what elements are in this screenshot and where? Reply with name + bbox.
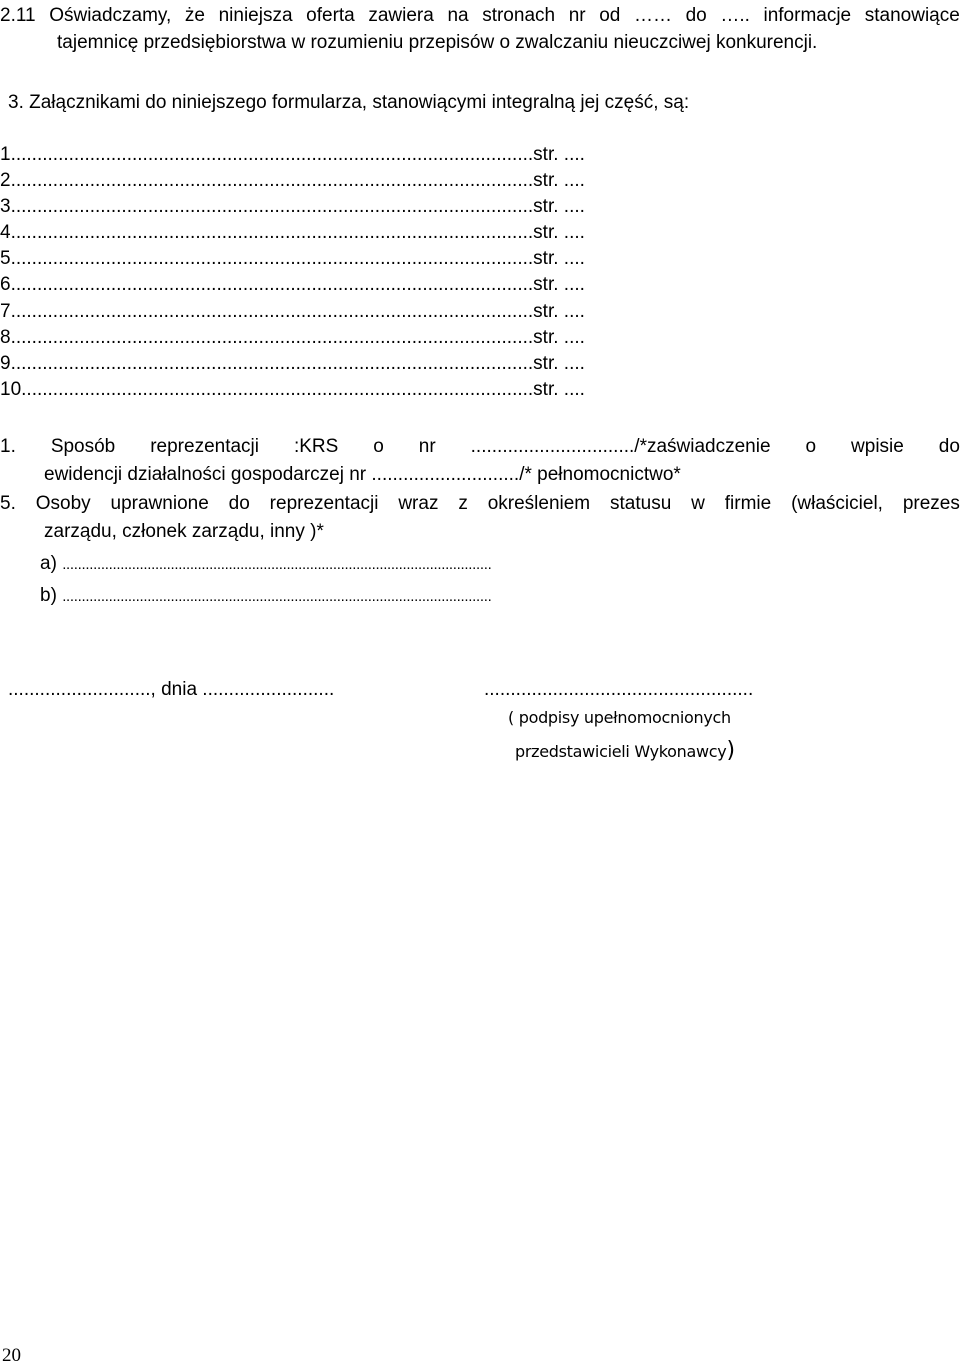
authorized-persons-line1: [0, 490, 960, 518]
word: uprawnione: [110, 493, 209, 514]
word: reprezentacji: [269, 493, 379, 514]
attachment-line: 4...................................................................................................str. ....: [0, 222, 585, 244]
page-number: 20: [2, 1345, 21, 1366]
word: 5.: [0, 493, 16, 514]
attachment-line: 1...................................................................................................str. ....: [0, 144, 585, 165]
word: ……: [633, 5, 672, 26]
item-label: a): [40, 553, 57, 574]
word: do: [685, 5, 707, 26]
word: z: [458, 493, 468, 514]
word: stanowiące: [864, 5, 960, 26]
signature-caption-line2: [515, 738, 735, 763]
closing-paren: ): [726, 738, 735, 763]
word: wraz: [398, 493, 439, 514]
paragraph-2-11-line1: [0, 2, 960, 29]
word: (właściciel,: [791, 493, 883, 514]
attachment-line: 8...................................................................................................str. ....: [0, 326, 585, 348]
word: do: [938, 436, 960, 457]
attachment-line: 10.................................................................................................str. ....: [0, 378, 585, 400]
word: oferta: [306, 5, 355, 26]
attachment-line: 9...................................................................................................str. ....: [0, 352, 585, 374]
word: :KRS: [293, 436, 339, 457]
word: o: [373, 436, 384, 457]
person-item-b: [40, 580, 491, 612]
attachment-line: 5...................................................................................................str. ....: [0, 248, 585, 270]
word: Sposób: [50, 436, 116, 457]
item-label: b): [40, 585, 57, 606]
word: 2.11: [0, 5, 36, 26]
attachment-line: 2...................................................................................................str. ....: [0, 170, 585, 192]
representation-paragraph: [0, 433, 960, 489]
word: do: [228, 493, 250, 514]
attachment-line: 3...................................................................................................str. ....: [0, 196, 585, 218]
word: zawiera: [368, 5, 434, 26]
signature-line: ...................................................: [484, 679, 754, 700]
authorized-persons-paragraph: [0, 490, 960, 546]
signature-caption-line1: ( podpisy upełnomocnionych: [508, 708, 731, 727]
word: prezes: [902, 493, 960, 514]
word: od: [599, 5, 621, 26]
word: .............................../*zaświadczenie: [470, 436, 771, 457]
attachments-list: [0, 142, 585, 403]
attachment-line: 6...................................................................................................str. ....: [0, 274, 585, 296]
paragraph-2-11: [0, 2, 960, 56]
word: Oświadczamy,: [49, 5, 172, 26]
word: określeniem: [487, 493, 591, 514]
representation-line1: [0, 433, 960, 461]
word: w: [691, 493, 705, 514]
word: reprezentacji: [150, 436, 259, 457]
person-item-a: [40, 548, 491, 580]
word: stronach: [482, 5, 556, 26]
word: informacje: [763, 5, 852, 26]
word: nr: [568, 5, 586, 26]
representation-line2: ewidencji działalności gospodarczej nr ............................/* pełnomocnictwo*: [44, 464, 681, 485]
word: na: [447, 5, 469, 26]
word: nr: [418, 436, 436, 457]
word: że: [184, 5, 205, 26]
fill-in-dots: ...............................................................................................................: [62, 556, 492, 573]
word: niniejsza: [218, 5, 293, 26]
word: firmie: [724, 493, 772, 514]
fill-in-dots: ...............................................................................................................: [62, 588, 492, 605]
paragraph-2-11-line2: tajemnicę przedsiębiorstwa w rozumieniu przepisów o zwalczaniu nieuczciwej konkurencji.: [57, 32, 818, 53]
word: statusu: [610, 493, 672, 514]
signature-caption-text: przedstawicieli Wykonawcy: [515, 742, 727, 761]
word: Osoby: [35, 493, 91, 514]
authorized-persons-line2: zarządu, członek zarządu, inny )*: [44, 521, 324, 542]
word: o: [805, 436, 817, 457]
word: 1.: [0, 436, 16, 457]
paragraph-3-attachments-heading: 3. Załącznikami do niniejszego formularza, stanowiącymi integralną jej część, są:: [8, 92, 690, 113]
attachment-line: 7...................................................................................................str. ....: [0, 300, 585, 322]
authorized-persons-items: [40, 548, 491, 612]
word: …..: [720, 5, 750, 26]
place-date-line: ..........................., dnia .........................: [8, 679, 335, 700]
word: wpisie: [851, 436, 904, 457]
